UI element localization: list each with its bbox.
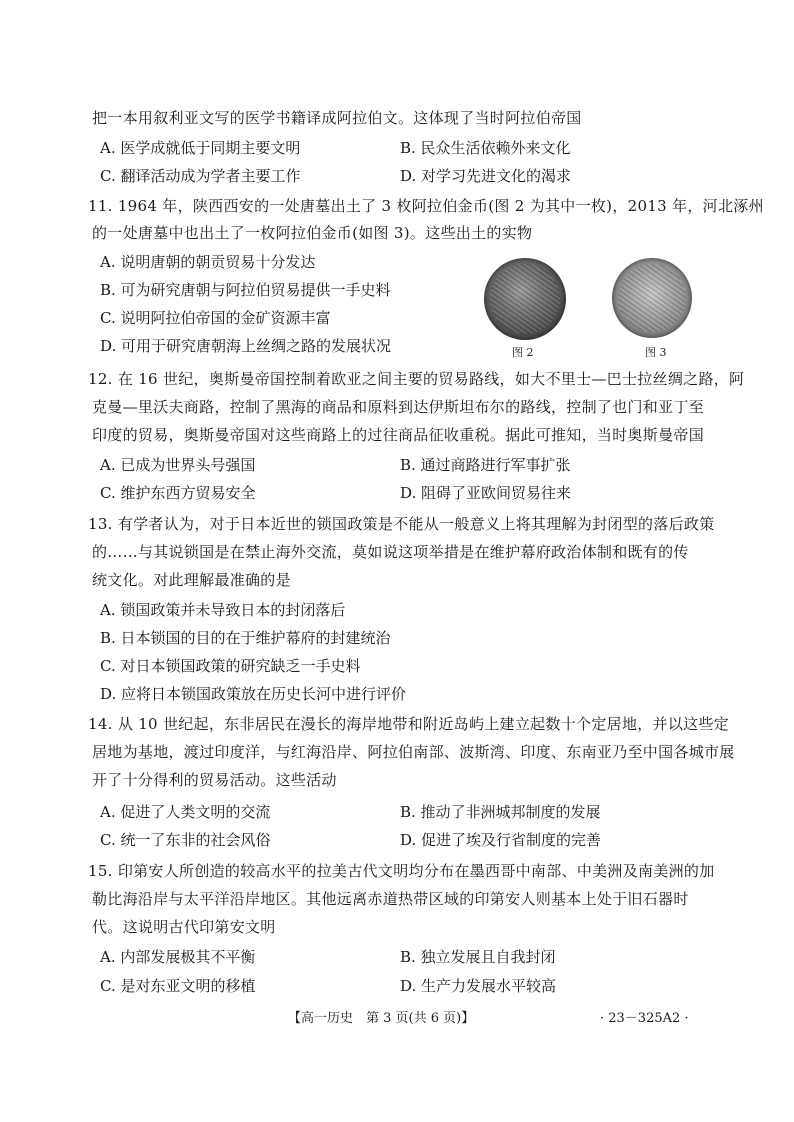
q14-option-a: A. 促进了人类文明的交流 <box>100 803 271 821</box>
q12-option-a: A. 已成为世界头号强国 <box>100 456 256 474</box>
q12-stem-line1: 12. 在 16 世纪，奥斯曼帝国控制着欧亚之间主要的贸易路线，如大不里士—巴士拉丝绸之路，阿 <box>88 370 745 388</box>
q11-option-d: D. 可用于研究唐朝海上丝绸之路的发展状况 <box>100 337 392 355</box>
arab-gold-coin-figure-2 <box>484 258 566 340</box>
q14-stem-line3: 开了十分得利的贸易活动。这些活动 <box>92 771 337 789</box>
figure-3-caption: 图 3 <box>645 346 667 359</box>
q12-option-c: C. 维护东西方贸易安全 <box>100 484 256 502</box>
q12-option-d: D. 阻碍了亚欧间贸易往来 <box>400 484 572 502</box>
footer-exam-code: · 23－325A2 · <box>600 1011 689 1026</box>
q11-stem-line2: 的一处唐墓中也出土了一枚阿拉伯金币(如图 3)。这些出土的实物 <box>92 224 533 242</box>
q15-stem-line2: 勒比海沿岸与太平洋沿岸地区。其他远离赤道热带区域的印第安人则基本上处于旧石器时 <box>92 890 689 908</box>
q14-option-d: D. 促进了埃及行省制度的完善 <box>400 831 602 849</box>
q13-stem-line1: 13. 有学者认为，对于日本近世的锁国政策是不能从一般意义上将其理解为封闭型的落后政策 <box>88 515 715 533</box>
q12-stem-line2: 克曼—里沃夫商路，控制了黑海的商品和原料到达伊斯坦布尔的路线，控制了也门和亚丁至 <box>92 398 705 416</box>
q15-stem-line3: 代。这说明古代印第安文明 <box>92 918 276 936</box>
footer-page-info: 【高一历史 第 3 页(共 6 页)】 <box>288 1011 475 1026</box>
q10-option-d: D. 对学习先进文化的渴求 <box>400 167 572 185</box>
q13-option-b: B. 日本锁国的目的在于维护幕府的封建统治 <box>100 629 391 647</box>
q14-option-c: C. 统一了东非的社会风俗 <box>100 831 271 849</box>
figure-2-caption: 图 2 <box>512 346 534 359</box>
q15-option-a: A. 内部发展极其不平衡 <box>100 948 256 966</box>
q14-option-b: B. 推动了非洲城邦制度的发展 <box>400 803 601 821</box>
q13-option-a: A. 锁国政策并未导致日本的封闭落后 <box>100 601 346 619</box>
q13-option-c: C. 对日本锁国政策的研究缺乏一手史料 <box>100 657 361 675</box>
q10-option-b: B. 民众生活依赖外来文化 <box>400 139 571 157</box>
q14-stem-line1: 14. 从 10 世纪起，东非居民在漫长的海岸地带和附近岛屿上建立起数十个定居地，并以这些定 <box>88 715 730 733</box>
q15-option-c: C. 是对东亚文明的移植 <box>100 977 256 995</box>
q10-option-c: C. 翻译活动成为学者主要工作 <box>100 167 301 185</box>
q15-stem-line1: 15. 印第安人所创造的较高水平的拉美古代文明均分布在墨西哥中南部、中美洲及南美洲的加 <box>88 862 715 880</box>
q14-stem-line2: 居地为基地，渡过印度洋，与红海沿岸、阿拉伯南部、波斯湾、印度、东南亚乃至中国各城市展 <box>92 743 735 761</box>
q15-option-b: B. 独立发展且自我封闭 <box>400 948 556 966</box>
q10-stem-continuation: 把一本用叙利亚文写的医学书籍译成阿拉伯文。这体现了当时阿拉伯帝国 <box>92 109 582 127</box>
q11-option-c: C. 说明阿拉伯帝国的金矿资源丰富 <box>100 309 331 327</box>
q12-stem-line3: 印度的贸易，奥斯曼帝国对这些商路上的过往商品征收重税。据此可推知，当时奥斯曼帝国 <box>92 426 705 444</box>
q10-option-a: A. 医学成就低于同期主要文明 <box>100 139 301 157</box>
q11-stem-line1: 11. 1964 年，陕西西安的一处唐墓出土了 3 枚阿拉伯金币(图 2 为其中一枚)，2013 年，河北涿州 <box>88 197 764 215</box>
arab-gold-coin-figure-3 <box>612 258 692 338</box>
q13-stem-line2: 的……与其说锁国是在禁止海外交流，莫如说这项举措是在维护幕府政治体制和既有的传 <box>92 543 689 561</box>
q11-option-b: B. 可为研究唐朝与阿拉伯贸易提供一手史料 <box>100 281 391 299</box>
q13-option-d: D. 应将日本锁国政策放在历史长河中进行评价 <box>100 685 407 703</box>
q15-option-d: D. 生产力发展水平较高 <box>400 977 557 995</box>
q11-option-a: A. 说明唐朝的朝贡贸易十分发达 <box>100 253 316 271</box>
q13-stem-line3: 统文化。对此理解最准确的是 <box>92 571 291 589</box>
q12-option-b: B. 通过商路进行军事扩张 <box>400 456 571 474</box>
